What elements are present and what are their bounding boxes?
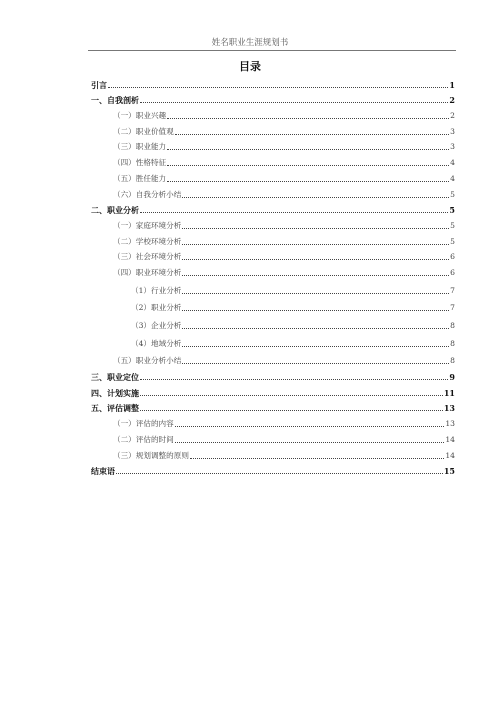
toc-entry-career-positioning[interactable] <box>91 366 455 382</box>
toc-entry-conclusion[interactable] <box>91 461 455 477</box>
toc-entry-page: 5 <box>449 205 455 216</box>
toc-entry-adjustment-principles[interactable] <box>91 445 455 461</box>
toc-leader-dots <box>182 275 449 276</box>
toc-leader-dots <box>140 395 443 396</box>
toc-leader-dots <box>140 379 448 380</box>
toc-leader-dots <box>116 473 443 474</box>
toc-entry-label: 一、自我剖析 <box>91 95 139 106</box>
toc-entry-page: 4 <box>450 173 455 183</box>
toc-entry-occupation[interactable] <box>91 298 455 314</box>
toc-entry-label: （3）企业分析 <box>131 321 182 330</box>
toc-leader-dots <box>140 410 443 411</box>
toc-entry-career-analysis[interactable] <box>91 200 455 216</box>
toc-leader-dots <box>182 363 449 364</box>
toc-entry-label: （4）地域分析 <box>131 338 182 348</box>
toc-leader-dots <box>182 259 449 260</box>
table-of-contents <box>91 74 455 476</box>
toc-entry-label: 五、评估调整 <box>91 403 139 414</box>
toc-title: 目录 <box>239 60 261 73</box>
toc-entry-label: （一）职业兴趣 <box>113 111 167 121</box>
toc-leader-dots <box>182 328 449 329</box>
toc-leader-dots <box>167 118 449 119</box>
toc-entry-page: 7 <box>450 285 455 295</box>
toc-leader-dots <box>182 293 449 294</box>
toc-entry-page: 14 <box>445 450 455 460</box>
toc-entry-label: （五）胜任能力 <box>113 173 167 183</box>
toc-entry-label: （四）职业环境分析 <box>113 267 182 277</box>
toc-entry-family-environment[interactable] <box>91 215 455 231</box>
toc-leader-dots <box>108 87 448 88</box>
toc-entry-page: 3 <box>450 126 455 136</box>
toc-leader-dots <box>182 197 449 198</box>
toc-leader-dots <box>182 228 449 229</box>
toc-entry-career-environment[interactable] <box>91 262 455 278</box>
toc-entry-label: 引言 <box>91 79 107 90</box>
toc-entry-label: （四）性格特征 <box>113 158 167 168</box>
toc-leader-dots <box>140 102 448 103</box>
toc-entry-label: （三）职业能力 <box>113 142 167 152</box>
toc-entry-region[interactable] <box>91 333 455 349</box>
toc-entry-label: （三）社会环境分析 <box>113 252 182 262</box>
toc-entry-page: 13 <box>445 419 455 429</box>
toc-entry-label: 三、职业定位 <box>91 372 139 383</box>
toc-entry-page: 4 <box>450 158 455 168</box>
toc-entry-label: （二）评估的时间 <box>113 434 174 444</box>
toc-entry-label: （2）职业分析 <box>131 303 182 313</box>
toc-entry-plan-implementation[interactable] <box>91 382 455 398</box>
toc-leader-dots <box>182 310 449 311</box>
toc-entry-page: 8 <box>450 338 455 348</box>
toc-entry-page: 14 <box>445 434 455 444</box>
toc-entry-evaluation-time[interactable] <box>91 429 455 445</box>
toc-leader-dots <box>175 442 445 443</box>
toc-leader-dots <box>182 244 449 245</box>
toc-entry-career-summary[interactable] <box>91 351 455 367</box>
toc-entry-page: 1 <box>449 79 455 90</box>
toc-entry-page: 6 <box>450 267 455 277</box>
toc-entry-evaluation-content[interactable] <box>91 413 455 429</box>
toc-leader-dots <box>190 458 444 459</box>
toc-entry-label: （1）行业分析 <box>131 285 182 295</box>
toc-leader-dots <box>182 346 449 347</box>
toc-entry-page: 7 <box>450 303 455 313</box>
toc-leader-dots <box>175 134 449 135</box>
toc-entry-evaluation-adjustment[interactable] <box>91 398 455 414</box>
toc-leader-dots <box>140 212 448 213</box>
toc-entry-career-ability[interactable] <box>91 137 455 153</box>
toc-entry-page: 5 <box>450 236 455 246</box>
toc-entry-label: （六）自我分析小结 <box>113 189 182 199</box>
toc-entry-label: （一）评估的内容 <box>113 419 174 429</box>
toc-entry-page: 11 <box>443 387 455 398</box>
toc-entry-competency[interactable] <box>91 168 455 184</box>
toc-entry-label: （一）家庭环境分析 <box>113 220 182 230</box>
toc-leader-dots <box>167 181 449 182</box>
toc-entry-enterprise[interactable] <box>91 315 455 331</box>
toc-entry-page: 13 <box>443 403 455 414</box>
toc-entry-self-summary[interactable] <box>91 184 455 200</box>
toc-entry-page: 8 <box>450 321 455 330</box>
toc-entry-page: 5 <box>450 220 455 230</box>
toc-entry-personality[interactable] <box>91 152 455 168</box>
toc-entry-intro[interactable] <box>91 74 455 90</box>
toc-entry-self-analysis[interactable] <box>91 90 455 106</box>
toc-entry-page: 2 <box>450 111 455 121</box>
toc-entry-label: 结束语 <box>91 466 115 477</box>
toc-entry-label: （三）规划调整的原则 <box>113 450 189 460</box>
toc-entry-school-environment[interactable] <box>91 231 455 247</box>
toc-entry-page: 5 <box>450 189 455 199</box>
toc-entry-label: 二、职业分析 <box>91 205 139 216</box>
toc-entry-label: （五）职业分析小结 <box>113 356 182 366</box>
toc-entry-page: 6 <box>450 252 455 262</box>
toc-entry-social-environment[interactable] <box>91 247 455 263</box>
toc-leader-dots <box>175 426 445 427</box>
toc-entry-page: 15 <box>443 466 455 477</box>
toc-entry-industry[interactable] <box>91 280 455 296</box>
toc-entry-page: 2 <box>449 95 455 106</box>
toc-entry-page: 9 <box>449 372 455 383</box>
toc-entry-label: （二）学校环境分析 <box>113 236 182 246</box>
toc-leader-dots <box>167 149 449 150</box>
running-header: 姓名职业生涯规划书 <box>211 38 289 48</box>
toc-leader-dots <box>167 165 449 166</box>
toc-entry-label: （二）职业价值观 <box>113 126 174 136</box>
header-divider <box>88 50 456 51</box>
toc-entry-label: 四、计划实施 <box>91 387 139 398</box>
toc-entry-career-values[interactable] <box>91 121 455 137</box>
toc-entry-career-interest[interactable] <box>91 105 455 121</box>
toc-entry-page: 8 <box>450 356 455 366</box>
toc-entry-page: 3 <box>450 142 455 152</box>
